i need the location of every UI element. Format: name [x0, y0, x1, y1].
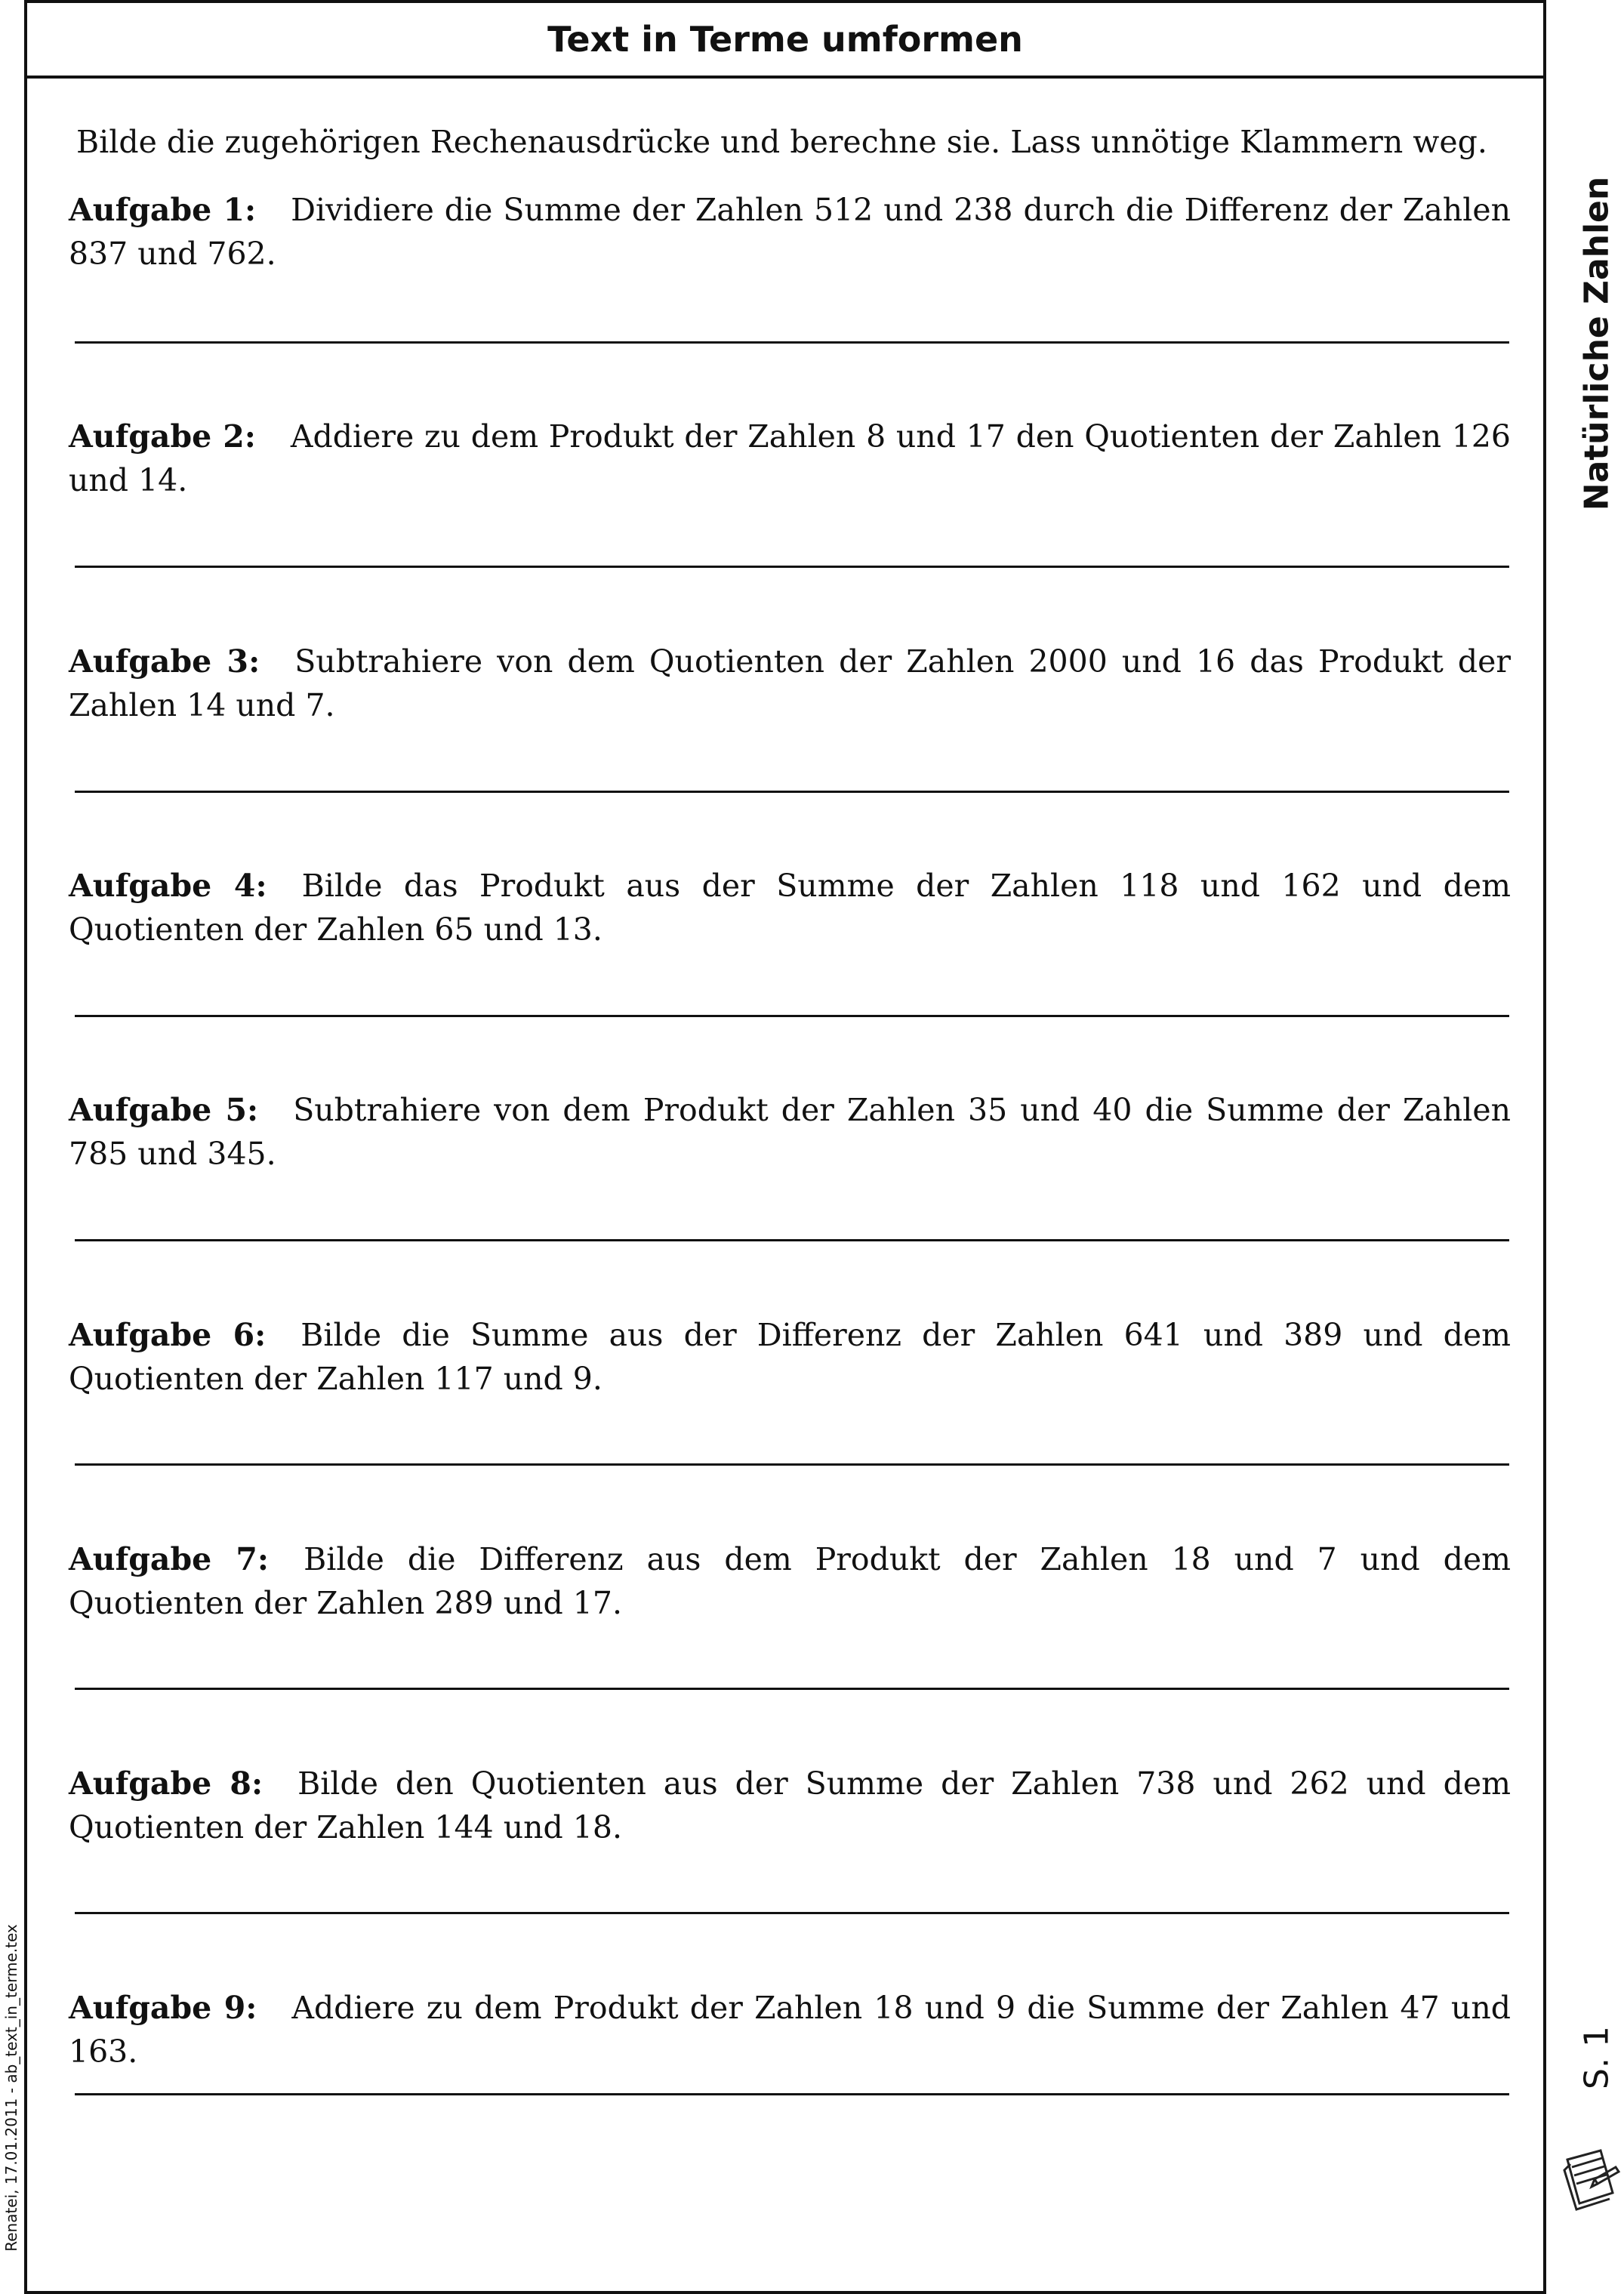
- answer-line-1[interactable]: [75, 341, 1509, 344]
- task-9: [69, 1986, 1511, 2074]
- task-text: Addiere zu dem Produkt der Zahlen 8 und 17 den Quotienten der Zahlen 126 und 14.: [69, 418, 1511, 498]
- task-6: [69, 1313, 1511, 1401]
- title-bar: [27, 3, 1543, 79]
- task-text: Subtrahiere von dem Quotienten der Zahlen 2000 und 16 das Produkt der Zahlen 14 und 7.: [69, 643, 1511, 723]
- answer-line-8[interactable]: [75, 1912, 1509, 1914]
- task-label: Aufgabe 9:: [69, 1990, 257, 2026]
- answer-line-9[interactable]: [75, 2093, 1509, 2095]
- task-2: [69, 415, 1511, 502]
- page-number: [1570, 2001, 1623, 2114]
- task-label: Aufgabe 6:: [69, 1317, 267, 1353]
- task-label: Aufgabe 5:: [69, 1092, 259, 1128]
- answer-line-6[interactable]: [75, 1463, 1509, 1466]
- task-4: [69, 864, 1511, 951]
- footer-note: [0, 1888, 23, 2288]
- task-5: [69, 1088, 1511, 1176]
- side-label: [1570, 176, 1623, 511]
- task-3: [69, 640, 1511, 727]
- answer-line-7[interactable]: [75, 1688, 1509, 1690]
- task-label: Aufgabe 1:: [69, 192, 257, 228]
- task-label: Aufgabe 4:: [69, 868, 267, 904]
- task-label: Aufgabe 7:: [69, 1541, 270, 1577]
- answer-line-5[interactable]: [75, 1239, 1509, 1241]
- answer-line-2[interactable]: [75, 566, 1509, 568]
- task-label: Aufgabe 8:: [69, 1765, 263, 1802]
- task-7: [69, 1537, 1511, 1625]
- notepad-pencil-icon: [1561, 2144, 1622, 2212]
- task-1: [69, 188, 1511, 276]
- task-text: Dividiere die Summe der Zahlen 512 und 238 durch die Differenz der Zahlen 837 und 762.: [69, 192, 1511, 272]
- answer-line-4[interactable]: [75, 1015, 1509, 1017]
- task-label: Aufgabe 3:: [69, 643, 260, 680]
- page-title: Text in Terme umformen: [547, 19, 1023, 60]
- task-8: [69, 1762, 1511, 1849]
- answer-line-3[interactable]: [75, 791, 1509, 793]
- task-text: Bilde das Produkt aus der Summe der Zahlen 118 und 162 und dem Quotienten der Zahlen 65 und 13.: [69, 868, 1511, 948]
- task-text: Bilde die Differenz aus dem Produkt der Zahlen 18 und 7 und dem Quotienten der Zahlen 289 und 17.: [69, 1541, 1511, 1621]
- page-number-text: S. 1: [1577, 2026, 1616, 2089]
- footer-note-text: Renatei, 17.01.2011 - ab_text_in_terme.tex: [2, 1924, 20, 2252]
- task-text: Addiere zu dem Produkt der Zahlen 18 und 9 die Summe der Zahlen 47 und 163.: [69, 1990, 1511, 2070]
- task-text: Bilde die Summe aus der Differenz der Zahlen 641 und 389 und dem Quotienten der Zahlen 117 und 9.: [69, 1317, 1511, 1397]
- task-text: Bilde den Quotienten aus der Summe der Zahlen 738 und 262 und dem Quotienten der Zahlen 144 und 18.: [69, 1765, 1511, 1845]
- task-label: Aufgabe 2:: [69, 418, 256, 455]
- task-text: Subtrahiere von dem Produkt der Zahlen 35 und 40 die Summe der Zahlen 785 und 345.: [69, 1092, 1511, 1172]
- instructions: Bilde die zugehörigen Rechenausdrücke und berechne sie. Lass unnötige Klammern weg.: [76, 124, 1487, 160]
- worksheet-frame: [24, 0, 1546, 2294]
- side-label-text: Natürliche Zahlen: [1577, 176, 1616, 511]
